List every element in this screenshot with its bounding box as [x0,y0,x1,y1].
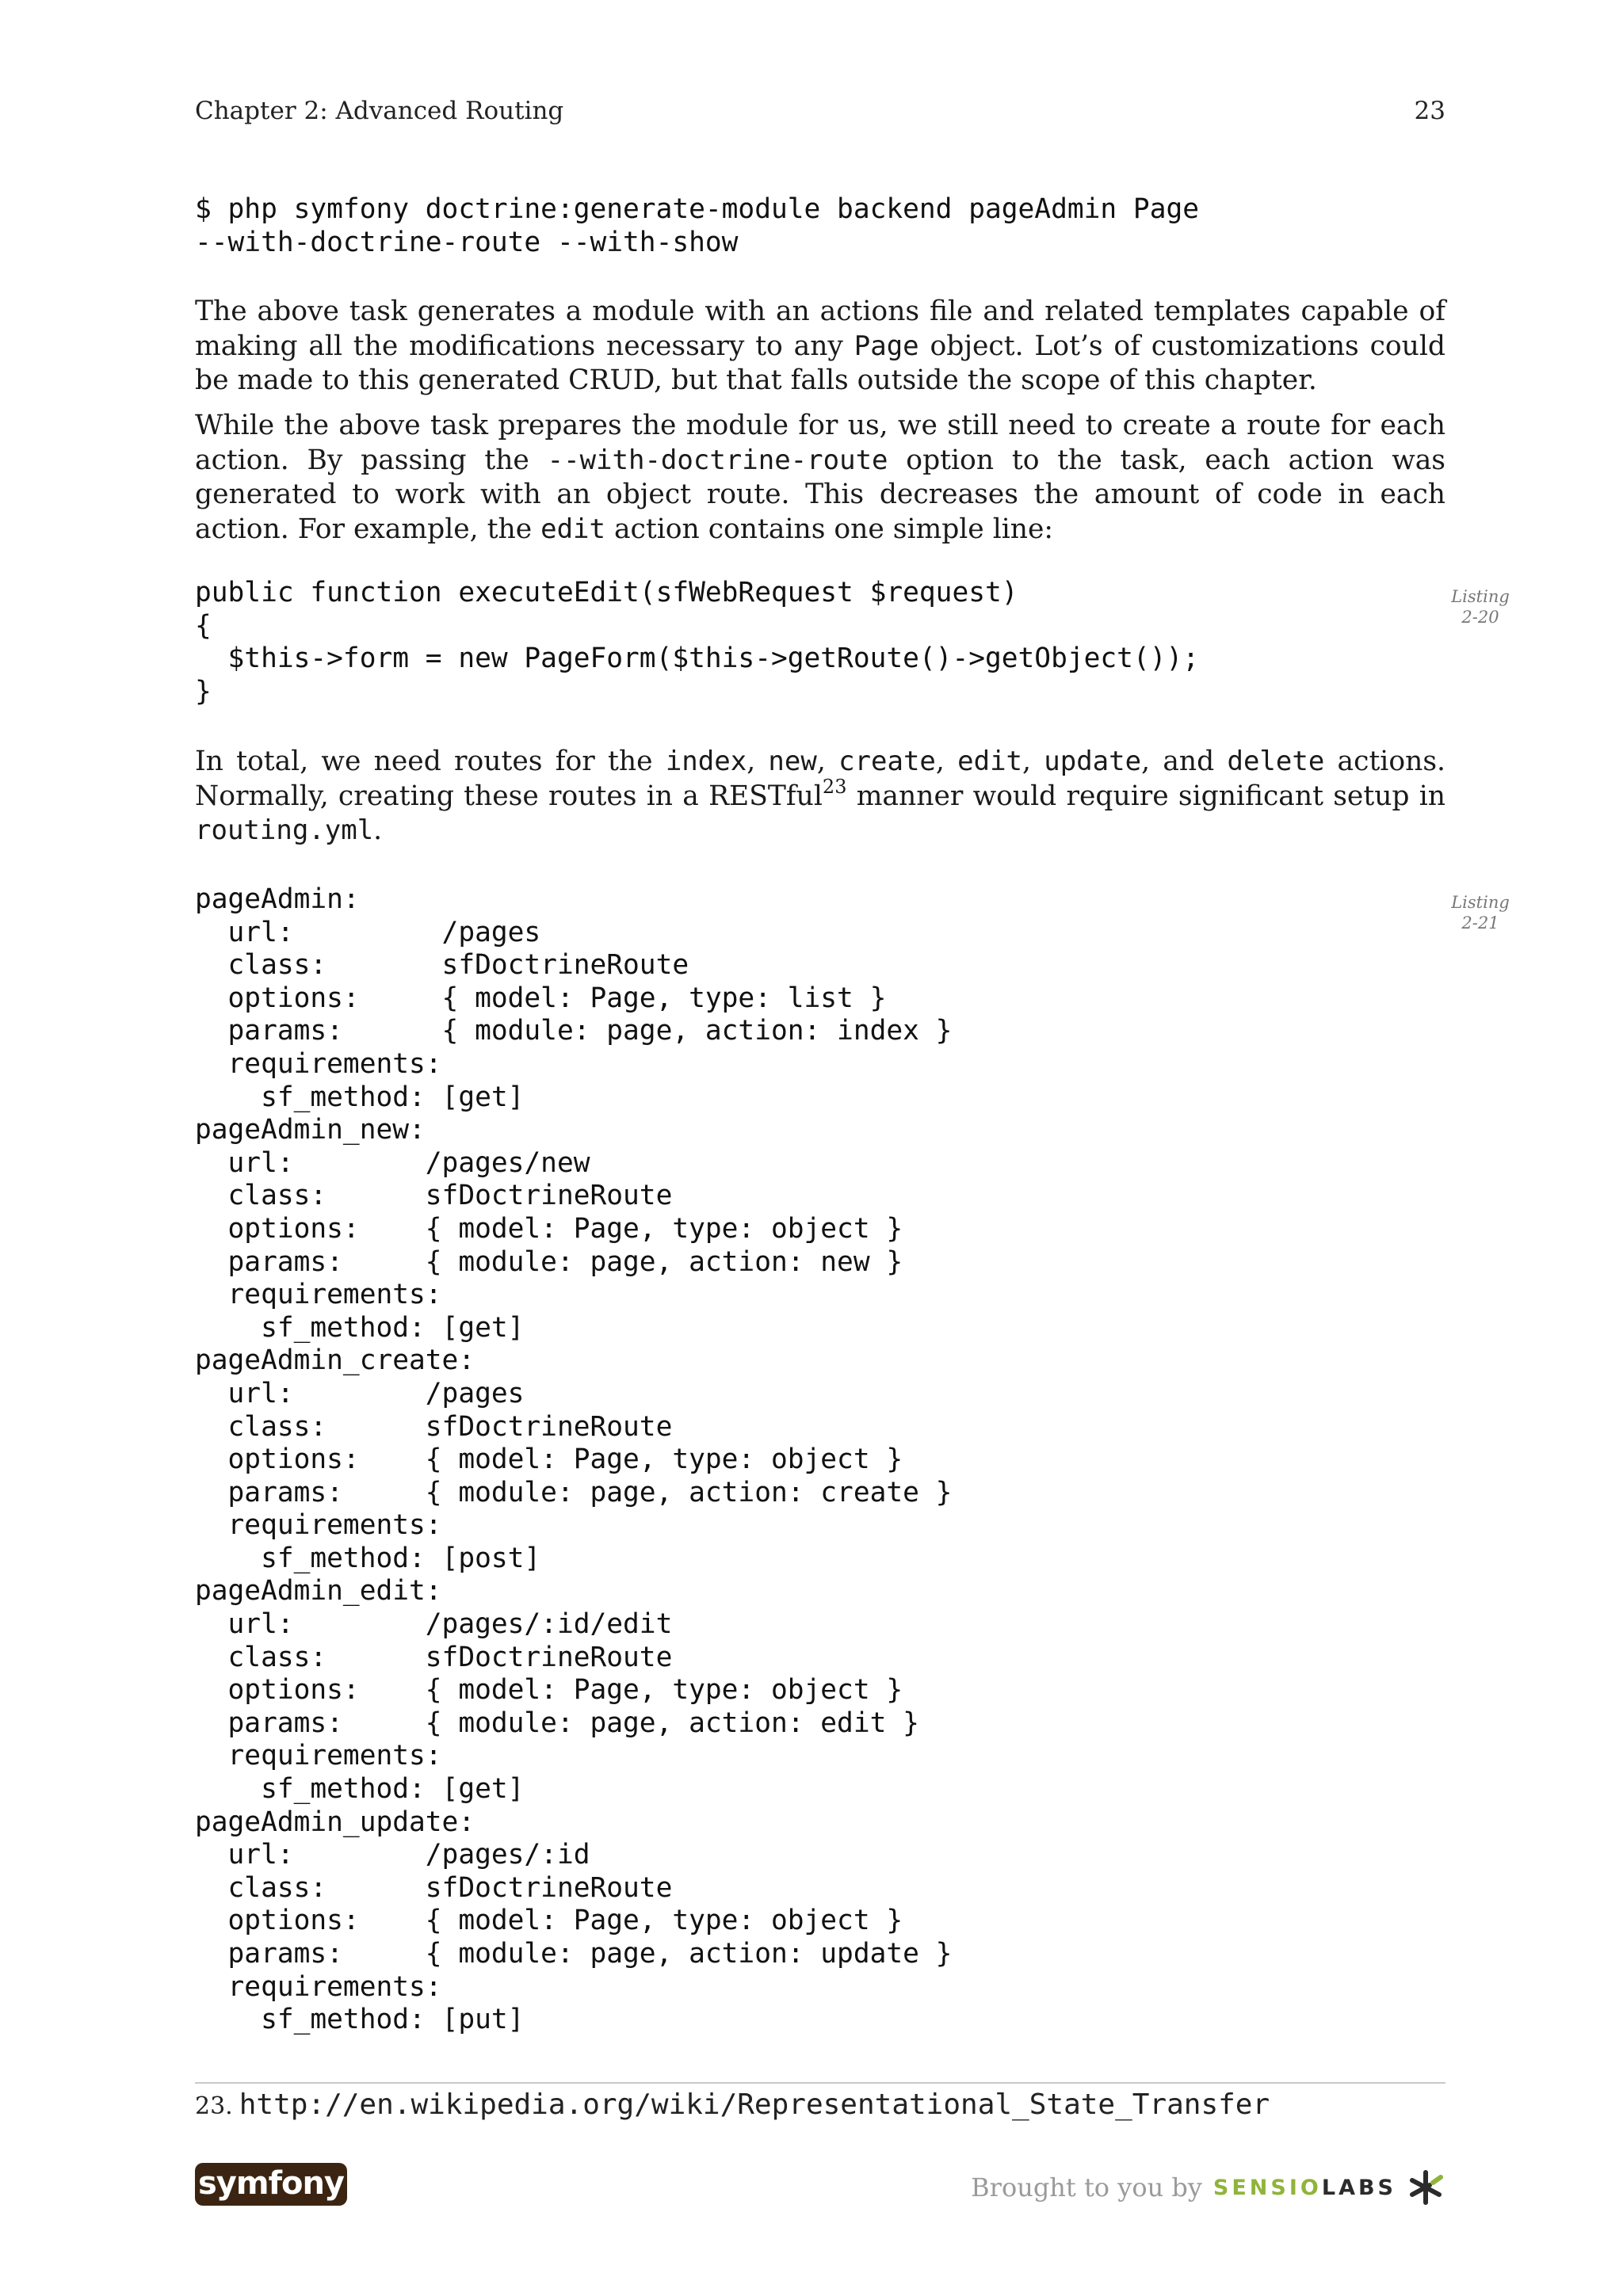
listing-2-20-code: public function executeEdit(sfWebRequest $request) { $this->form = new PageForm($this->getRoute()->getObject()); } [195,577,1200,707]
running-header [195,97,1445,125]
listing-2-20-label: Listing 2-20 [1451,587,1510,627]
inline-code: edit [540,513,605,545]
brought-by-text: Brought to you by [971,2172,1202,2203]
sensiolabs-star-icon [1406,2168,1445,2207]
page-number: 23 [1414,97,1445,125]
symfony-logo: symfony [195,2163,347,2206]
sensiolabs-wordmark: SENSIOLABS [1212,2175,1396,2200]
sensiolabs-credit [971,2168,1445,2207]
listing-2-21-label: Listing 2-21 [1451,893,1510,933]
paragraph-doctrine-route: While the above task prepares the module for us, we still need to create a route for each action. By passing the --with-doctrine-route option to the task, each action was generated to work with an object route. This decreases the amount of code in each action. For example, the edit action contains one simple line: [195,410,1446,545]
footnote-number: 23. [195,2092,233,2120]
listing-2-21-code: pageAdmin: url: /pages class: sfDoctrineRoute options: { model: Page, type: list } params: { module: page, action: index } requirements: sf_method: [get] pageAdmin_new: url: /pages/new class: sfDoctrineRoute options: { model: Page, type: object } params: { module: page, action: new } requirements: sf_method: [get] pageAdmin_create: url: /pages class: sfDoctrineRoute options: { model: Page, type: object } params: { module: page, action: create } requirements: sf_method: [post] pageAdmin_edit: url: /pages/:id/edit class: sfDoctrineRoute options: { model: Page, type: object } params: { module: page, action: edit } requirements: sf_method: [get] pageAdmin_update: url: /pages/:id class: sfDoctrineRoute options: { model: Page, type: object } params: { module: page, action: update } requirements: sf_method: [put] [195,883,953,2036]
inline-code: Page [854,330,919,362]
footnote-reference[interactable]: 23 [822,776,847,798]
footnote-divider [195,2082,1445,2084]
chapter-title: Chapter 2: Advanced Routing [195,97,564,125]
footnote [195,2088,1270,2121]
inline-code: --with-doctrine-route [547,444,888,476]
command-code-block: $ php symfony doctrine:generate-module backend pageAdmin Page --with-doctrine-route --with-show [195,193,1200,258]
footnote-link[interactable]: http://en.wikipedia.org/wiki/Representational_State_Transfer [239,2088,1270,2121]
paragraph-routes-needed: In total, we need routes for the index, new, create, edit, update, and delete actions. Normally, creating these routes in a RESTful$^{23}$ manner would require significant setup in routing.yml. [195,746,1446,846]
paragraph-generated-module: The above task generates a module with an actions file and related templates capable of making all the modifications necessary to any Page object. Lot’s of customizations could be made to this generated CRUD, but that falls outside the scope of this chapter. [195,296,1446,396]
